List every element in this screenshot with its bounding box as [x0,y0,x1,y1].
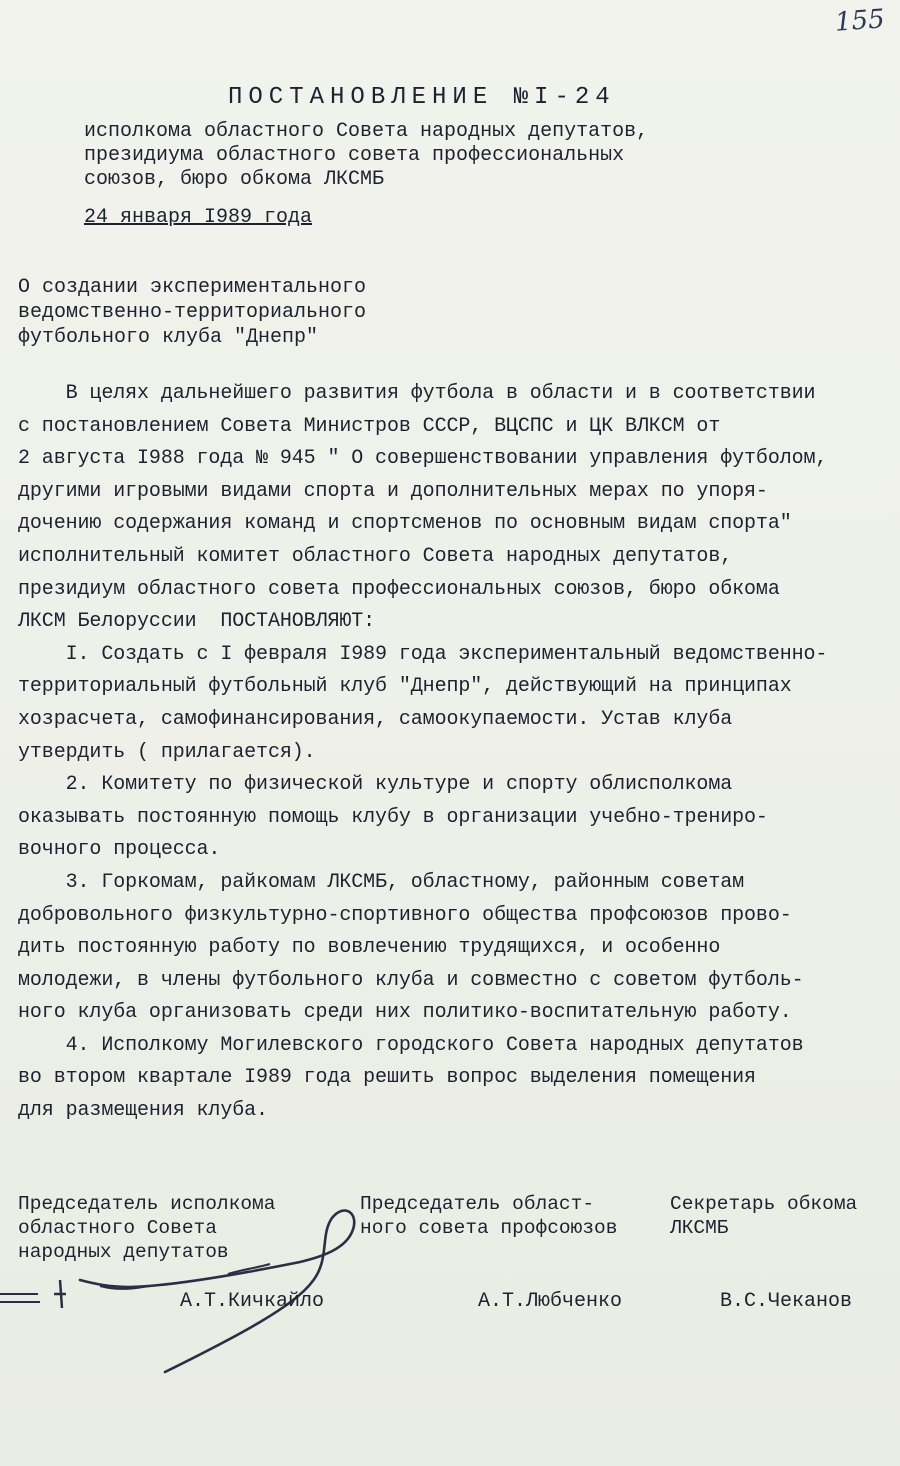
issuer-block: исполкома областного Совета народных депутатов, президиума областного совета профессиональных союзов, бюро обкома ЛКСМБ [84,120,649,191]
subject-heading: О создании экспериментального ведомственно-территориального футбольного клуба "Днепр" [18,276,367,349]
signatory-name-2: А.Т.Любченко [478,1290,623,1313]
signatory-name-1: А.Т.Кичкайло [180,1290,325,1313]
archive-page-number: 155 [834,4,886,38]
document-date: 24 января I989 года [84,206,313,229]
signatory-position-2: Председатель област- ного совета профсоюзов [360,1193,618,1239]
signatory-position-3: Секретарь обкома ЛКСМБ [670,1193,858,1239]
resolution-body: В целях дальнейшего развития футбола в области и в соответствии с постановлением Совета Министров СССР, ВЦСПС и ЦК ВЛКСМ от 2 августа I988 года № 945 " О совершенствовании управления футболом, другими игровыми видами спорта и дополнительных мерах по упоря- дочению содержания команд и спортсменов по основным видам спорта" исполнительный комитет областного Совета народных депутатов, президиум областного совета профессиональных союзов, бюро обкома ЛКСМ Белоруссии ПОСТАНОВЛЯЮТ: I. Создать с I февраля I989 года экспериментальный ведомственно- территориальный футбольный клуб "Днепр", действующий на принципах хозрасчета, самофинансирования, самоокупаемости. Устав клуба утвердить ( прилагается). 2. Комитету по физической культуре и спорту облисполкома оказывать постоянную помощь клубу в организации учебно-трениро- вочного процесса. 3. Горкомам, райкомам ЛКСМБ, областному, районным советам добровольного физкультурно-спортивного общества профсоюзов прово- дить постоянную работу по вовлечению трудящихся, и особенно молодежи, в члены футбольного клуба и совместно с советом футболь- ного клуба организовать среди них политико-воспитательную работу. 4. Исполкому Могилевского городского Совета народных депутатов во втором квартале I989 года решить вопрос выделения помещения для размещения клуба. [18,382,828,1123]
signatory-position-1: Председатель исполкома областного Совета народных депутатов [18,1193,276,1263]
signatory-name-3: В.С.Чеканов [720,1290,853,1313]
document-title: ПОСТАНОВЛЕНИЕ №I-24 [228,84,616,111]
